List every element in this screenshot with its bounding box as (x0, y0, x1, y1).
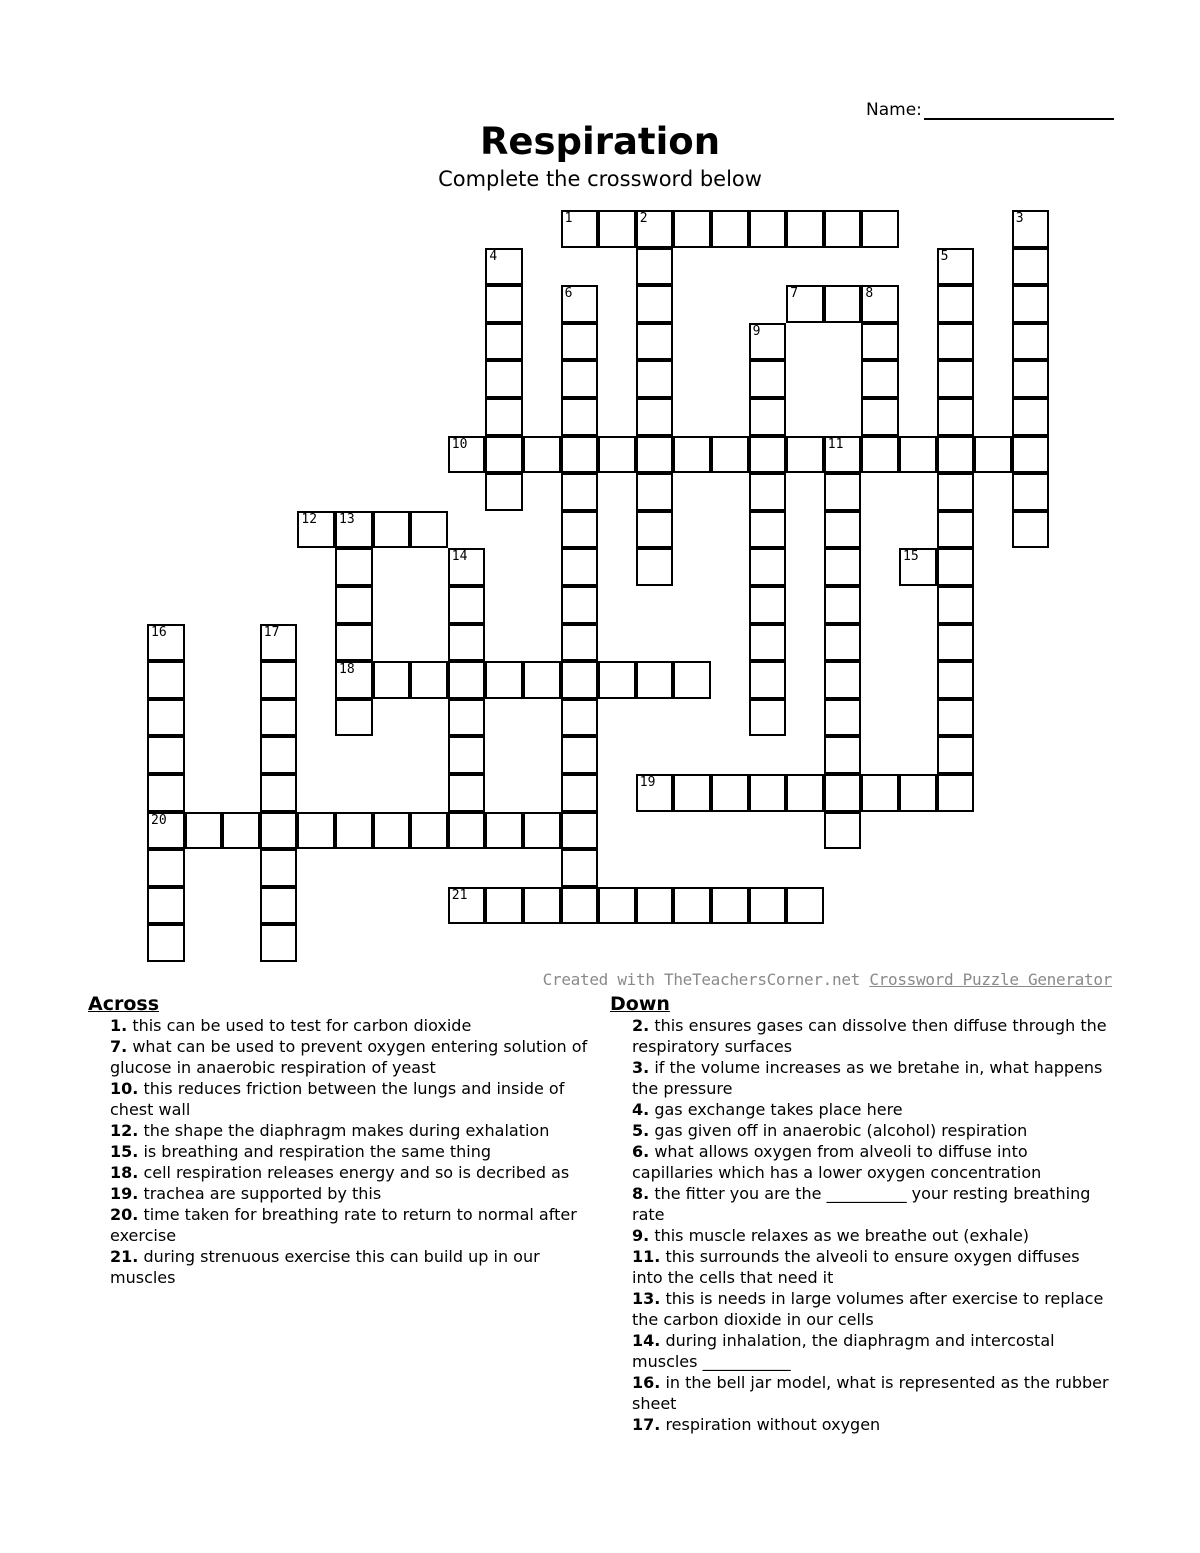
clue-text: time taken for breathing rate to return to normal after exercise (110, 1205, 577, 1245)
cell-number: 17 (263, 624, 280, 640)
clue-number: 15. (110, 1142, 139, 1161)
grid-cell[interactable] (824, 548, 862, 586)
cell-number: 7 (790, 286, 799, 302)
grid-cell[interactable] (561, 323, 599, 361)
cell-number: 5 (940, 248, 949, 264)
clue-text: the fitter you are the __________ your resting breathing rate (632, 1184, 1091, 1224)
grid-cell[interactable] (1012, 473, 1050, 511)
cell-number: 9 (752, 323, 761, 339)
grid-cell[interactable] (749, 661, 787, 699)
clue-text: this ensures gases can dissolve then diffuse through the respiratory surfaces (632, 1016, 1107, 1056)
grid-cell[interactable] (297, 812, 335, 850)
grid-cell[interactable] (485, 661, 523, 699)
cell-number: 13 (339, 511, 355, 527)
grid-cell[interactable] (673, 210, 711, 248)
grid-cell[interactable] (937, 661, 975, 699)
grid-cell[interactable] (561, 586, 599, 624)
credit-line (543, 970, 1112, 989)
grid-cell[interactable] (335, 548, 373, 586)
grid-cell[interactable] (673, 436, 711, 474)
clue-text: gas exchange takes place here (654, 1100, 903, 1119)
grid-cell[interactable] (335, 586, 373, 624)
cell-number: 19 (639, 775, 656, 790)
grid-cell[interactable] (448, 812, 486, 850)
clue-number: 17. (632, 1415, 661, 1434)
across-clue-list (88, 1015, 588, 1288)
clue-text: in the bell jar model, what is represented as the rubber sheet (632, 1373, 1109, 1413)
grid-cell[interactable] (260, 924, 298, 962)
grid-cell[interactable] (937, 436, 975, 474)
grid-cell[interactable] (373, 812, 411, 850)
clue-text: if the volume increases as we bretahe in, what happens the pressure (632, 1058, 1103, 1098)
grid-cell[interactable] (260, 849, 298, 887)
grid-cell[interactable] (861, 285, 899, 323)
grid-cell[interactable] (260, 624, 298, 662)
clue-item (632, 1120, 1110, 1141)
grid-cell[interactable] (335, 511, 373, 549)
cell-number: 12 (301, 511, 318, 527)
worksheet-subtitle: Complete the crossword below (438, 167, 762, 191)
cell-number: 14 (451, 549, 468, 565)
clue-text: this reduces friction between the lungs and inside of chest wall (110, 1079, 565, 1119)
grid-cell[interactable] (937, 774, 975, 812)
grid-cell[interactable] (636, 285, 674, 323)
clue-text: this can be used to test for carbon dioxide (132, 1016, 472, 1035)
grid-cell[interactable] (335, 812, 373, 850)
cell-number: 4 (489, 248, 498, 264)
grid-cell[interactable] (1012, 511, 1050, 549)
grid-cell[interactable] (824, 774, 862, 812)
grid-cell[interactable] (937, 398, 975, 436)
grid-cell[interactable] (1012, 248, 1050, 286)
grid-cell[interactable] (749, 323, 787, 361)
grid-cell[interactable] (373, 511, 411, 549)
grid-cell[interactable] (147, 812, 185, 850)
grid-cell[interactable] (1012, 210, 1050, 248)
grid-cell[interactable] (974, 436, 1012, 474)
clue-item (632, 1414, 1110, 1435)
grid-cell[interactable] (861, 323, 899, 361)
grid-cell[interactable] (899, 548, 937, 586)
grid-cell[interactable] (636, 398, 674, 436)
grid-cell[interactable] (937, 323, 975, 361)
clue-item (110, 1183, 588, 1204)
clue-number: 8. (632, 1184, 650, 1203)
grid-cell[interactable] (711, 887, 749, 925)
grid-cell[interactable] (410, 812, 448, 850)
cell-number: 20 (151, 812, 167, 828)
grid-cell[interactable] (448, 436, 486, 474)
grid-cell[interactable] (448, 548, 486, 586)
grid-cell[interactable] (485, 887, 523, 925)
grid-cell[interactable] (598, 436, 636, 474)
clue-text: this is needs in large volumes after exercise to replace the carbon dioxide in our cells (632, 1289, 1104, 1329)
grid-cell[interactable] (260, 699, 298, 737)
clue-number: 3. (632, 1058, 650, 1077)
cell-number: 11 (827, 436, 844, 452)
grid-cell[interactable] (824, 210, 862, 248)
clue-item (110, 1162, 588, 1183)
grid-cell[interactable] (749, 436, 787, 474)
grid-cell[interactable] (260, 812, 298, 850)
clue-item (110, 1120, 588, 1141)
grid-cell[interactable] (485, 473, 523, 511)
clue-text: gas given off in anaerobic (alcohol) respiration (654, 1121, 1028, 1140)
clue-text: trachea are supported by this (143, 1184, 382, 1203)
cell-number: 8 (865, 286, 874, 302)
grid-cell[interactable] (561, 398, 599, 436)
grid-cell[interactable] (448, 661, 486, 699)
credit-link[interactable]: Crossword Puzzle Generator (869, 970, 1112, 989)
grid-cell[interactable] (598, 887, 636, 925)
grid-cell[interactable] (1012, 436, 1050, 474)
grid-cell[interactable] (523, 436, 561, 474)
grid-cell[interactable] (147, 661, 185, 699)
grid-cell[interactable] (485, 360, 523, 398)
grid-cell[interactable] (937, 511, 975, 549)
clue-text: cell respiration releases energy and so is decribed as (143, 1163, 570, 1182)
grid-cell[interactable] (749, 511, 787, 549)
clue-item (632, 1183, 1110, 1225)
grid-cell[interactable] (861, 774, 899, 812)
grid-cell[interactable] (335, 661, 373, 699)
clue-number: 4. (632, 1100, 650, 1119)
grid-cell[interactable] (485, 436, 523, 474)
grid-cell[interactable] (636, 210, 674, 248)
grid-cell[interactable] (749, 398, 787, 436)
grid-cell[interactable] (561, 736, 599, 774)
clue-number: 1. (110, 1016, 128, 1035)
clue-number: 10. (110, 1079, 139, 1098)
grid-cell[interactable] (711, 774, 749, 812)
grid-cell[interactable] (749, 699, 787, 737)
clue-item (632, 1057, 1110, 1099)
cell-number: 18 (339, 662, 355, 678)
grid-cell[interactable] (598, 210, 636, 248)
cell-number: 15 (903, 549, 919, 565)
grid-cell[interactable] (786, 285, 824, 323)
clue-text: is breathing and respiration the same thing (143, 1142, 492, 1161)
grid-cell[interactable] (561, 511, 599, 549)
clue-number: 18. (110, 1163, 139, 1182)
grid-cell[interactable] (824, 473, 862, 511)
grid-cell[interactable] (147, 924, 185, 962)
clue-number: 16. (632, 1373, 661, 1392)
grid-cell[interactable] (937, 248, 975, 286)
grid-cell[interactable] (561, 699, 599, 737)
across-clues (88, 993, 588, 1288)
clue-text: during inhalation, the diaphragm and intercostal muscles ___________ (632, 1331, 1055, 1371)
grid-cell[interactable] (749, 360, 787, 398)
clue-item (110, 1078, 588, 1120)
grid-cell[interactable] (561, 624, 599, 662)
grid-cell[interactable] (561, 887, 599, 925)
grid-cell[interactable] (749, 624, 787, 662)
cell-number: 10 (451, 436, 468, 452)
grid-cell[interactable] (260, 774, 298, 812)
grid-cell[interactable] (448, 887, 486, 925)
grid-cell[interactable] (937, 736, 975, 774)
grid-cell[interactable] (485, 812, 523, 850)
down-heading: Down (610, 993, 670, 1015)
grid-cell[interactable] (711, 210, 749, 248)
grid-cell[interactable] (861, 436, 899, 474)
cell-number: 21 (451, 887, 468, 903)
grid-cell[interactable] (861, 210, 899, 248)
grid-cell[interactable] (147, 774, 185, 812)
grid-cell[interactable] (937, 586, 975, 624)
clue-item (632, 1225, 1110, 1246)
grid-cell[interactable] (448, 586, 486, 624)
grid-cell[interactable] (899, 774, 937, 812)
clue-item (110, 1246, 588, 1288)
grid-cell[interactable] (824, 624, 862, 662)
grid-cell[interactable] (410, 661, 448, 699)
grid-cell[interactable] (937, 285, 975, 323)
cell-number: 6 (564, 286, 573, 302)
clue-item (110, 1036, 588, 1078)
grid-cell[interactable] (561, 548, 599, 586)
grid-cell[interactable] (636, 661, 674, 699)
clue-number: 13. (632, 1289, 661, 1308)
grid-cell[interactable] (185, 812, 223, 850)
grid-cell[interactable] (523, 812, 561, 850)
grid-cell[interactable] (636, 548, 674, 586)
grid-cell[interactable] (786, 887, 824, 925)
grid-cell[interactable] (147, 699, 185, 737)
grid-cell[interactable] (448, 774, 486, 812)
grid-cell[interactable] (523, 661, 561, 699)
grid-cell[interactable] (561, 774, 599, 812)
clue-text: this surrounds the alveoli to ensure oxygen diffuses into the cells that need it (632, 1247, 1080, 1287)
clue-number: 12. (110, 1121, 139, 1140)
grid-cell[interactable] (561, 210, 599, 248)
clue-number: 9. (632, 1226, 650, 1245)
clue-item (632, 1372, 1110, 1414)
grid-cell[interactable] (561, 849, 599, 887)
grid-cell[interactable] (147, 624, 185, 662)
grid-cell[interactable] (335, 624, 373, 662)
clue-item (632, 1099, 1110, 1120)
grid-cell[interactable] (636, 436, 674, 474)
clue-number: 21. (110, 1247, 139, 1266)
grid-cell[interactable] (561, 436, 599, 474)
grid-cell[interactable] (636, 323, 674, 361)
grid-cell[interactable] (1012, 323, 1050, 361)
grid-cell[interactable] (260, 736, 298, 774)
clue-text: respiration without oxygen (665, 1415, 881, 1434)
grid-cell[interactable] (673, 774, 711, 812)
grid-cell[interactable] (260, 887, 298, 925)
grid-cell[interactable] (561, 812, 599, 850)
grid-cell[interactable] (636, 887, 674, 925)
clue-number: 11. (632, 1247, 661, 1266)
clue-text: during strenuous exercise this can build up in our muscles (110, 1247, 540, 1287)
name-label: Name: (866, 100, 922, 120)
clue-item (632, 1246, 1110, 1288)
grid-cell[interactable] (485, 285, 523, 323)
grid-cell[interactable] (260, 661, 298, 699)
grid-cell[interactable] (824, 661, 862, 699)
grid-cell[interactable] (711, 436, 749, 474)
grid-cell[interactable] (937, 699, 975, 737)
grid-cell[interactable] (1012, 285, 1050, 323)
grid-cell[interactable] (861, 360, 899, 398)
grid-cell[interactable] (485, 323, 523, 361)
grid-cell[interactable] (636, 360, 674, 398)
grid-cell[interactable] (673, 661, 711, 699)
grid-cell[interactable] (335, 699, 373, 737)
clue-item (632, 1330, 1110, 1372)
grid-cell[interactable] (448, 624, 486, 662)
clue-number: 7. (110, 1037, 128, 1056)
grid-cell[interactable] (937, 624, 975, 662)
grid-cell[interactable] (786, 436, 824, 474)
down-clue-list (610, 1015, 1110, 1435)
grid-cell[interactable] (373, 661, 411, 699)
clue-item (632, 1141, 1110, 1183)
grid-cell[interactable] (899, 436, 937, 474)
grid-cell[interactable] (147, 887, 185, 925)
clue-text: what allows oxygen from alveoli to diffuse into capillaries which has a lower oxygen concentration (632, 1142, 1042, 1182)
grid-cell[interactable] (147, 736, 185, 774)
clue-number: 6. (632, 1142, 650, 1161)
clue-item (632, 1015, 1110, 1057)
grid-cell[interactable] (561, 661, 599, 699)
clue-text: what can be used to prevent oxygen entering solution of glucose in anaerobic respiration of yeast (110, 1037, 588, 1077)
cell-number: 16 (151, 624, 167, 640)
grid-cell[interactable] (673, 887, 711, 925)
grid-cell[interactable] (636, 511, 674, 549)
grid-cell[interactable] (448, 699, 486, 737)
grid-cell[interactable] (1012, 360, 1050, 398)
grid-cell[interactable] (749, 210, 787, 248)
grid-cell[interactable] (222, 812, 260, 850)
grid-cell[interactable] (523, 887, 561, 925)
grid-cell[interactable] (561, 285, 599, 323)
clue-item (632, 1288, 1110, 1330)
grid-cell[interactable] (598, 661, 636, 699)
grid-cell[interactable] (749, 548, 787, 586)
grid-cell[interactable] (749, 586, 787, 624)
grid-cell[interactable] (410, 511, 448, 549)
cell-number: 3 (1015, 211, 1024, 226)
clue-number: 14. (632, 1331, 661, 1350)
across-heading: Across (88, 993, 160, 1015)
clue-number: 2. (632, 1016, 650, 1035)
worksheet-title: Respiration (479, 120, 721, 163)
cell-number: 2 (639, 211, 648, 226)
grid-cell[interactable] (561, 473, 599, 511)
clue-text: the shape the diaphragm makes during exhalation (143, 1121, 550, 1140)
grid-cell[interactable] (937, 473, 975, 511)
grid-cell[interactable] (824, 436, 862, 474)
grid-cell[interactable] (485, 248, 523, 286)
grid-cell[interactable] (636, 248, 674, 286)
grid-cell[interactable] (824, 699, 862, 737)
grid-cell[interactable] (861, 398, 899, 436)
grid-cell[interactable] (824, 812, 862, 850)
grid-cell[interactable] (786, 210, 824, 248)
clue-item (110, 1141, 588, 1162)
clue-text: this muscle relaxes as we breathe out (exhale) (654, 1226, 1030, 1245)
grid-cell[interactable] (636, 473, 674, 511)
clue-number: 5. (632, 1121, 650, 1140)
grid-cell[interactable] (1012, 398, 1050, 436)
grid-cell[interactable] (448, 736, 486, 774)
clue-number: 19. (110, 1184, 139, 1203)
grid-cell[interactable] (749, 473, 787, 511)
grid-cell[interactable] (937, 548, 975, 586)
grid-cell[interactable] (786, 774, 824, 812)
grid-cell[interactable] (636, 774, 674, 812)
grid-cell[interactable] (824, 586, 862, 624)
grid-cell[interactable] (749, 774, 787, 812)
cell-number: 1 (564, 211, 573, 226)
grid-cell[interactable] (824, 511, 862, 549)
grid-cell[interactable] (561, 360, 599, 398)
clue-item (110, 1204, 588, 1246)
grid-cell[interactable] (749, 887, 787, 925)
grid-cell[interactable] (147, 849, 185, 887)
clue-number: 20. (110, 1205, 139, 1224)
grid-cell[interactable] (824, 736, 862, 774)
grid-cell[interactable] (297, 511, 335, 549)
clue-item (110, 1015, 588, 1036)
grid-cell[interactable] (485, 398, 523, 436)
credit-text: Created with TheTeachersCorner.net (542, 970, 860, 989)
grid-cell[interactable] (824, 285, 862, 323)
grid-cell[interactable] (937, 360, 975, 398)
down-clues (610, 993, 1110, 1435)
